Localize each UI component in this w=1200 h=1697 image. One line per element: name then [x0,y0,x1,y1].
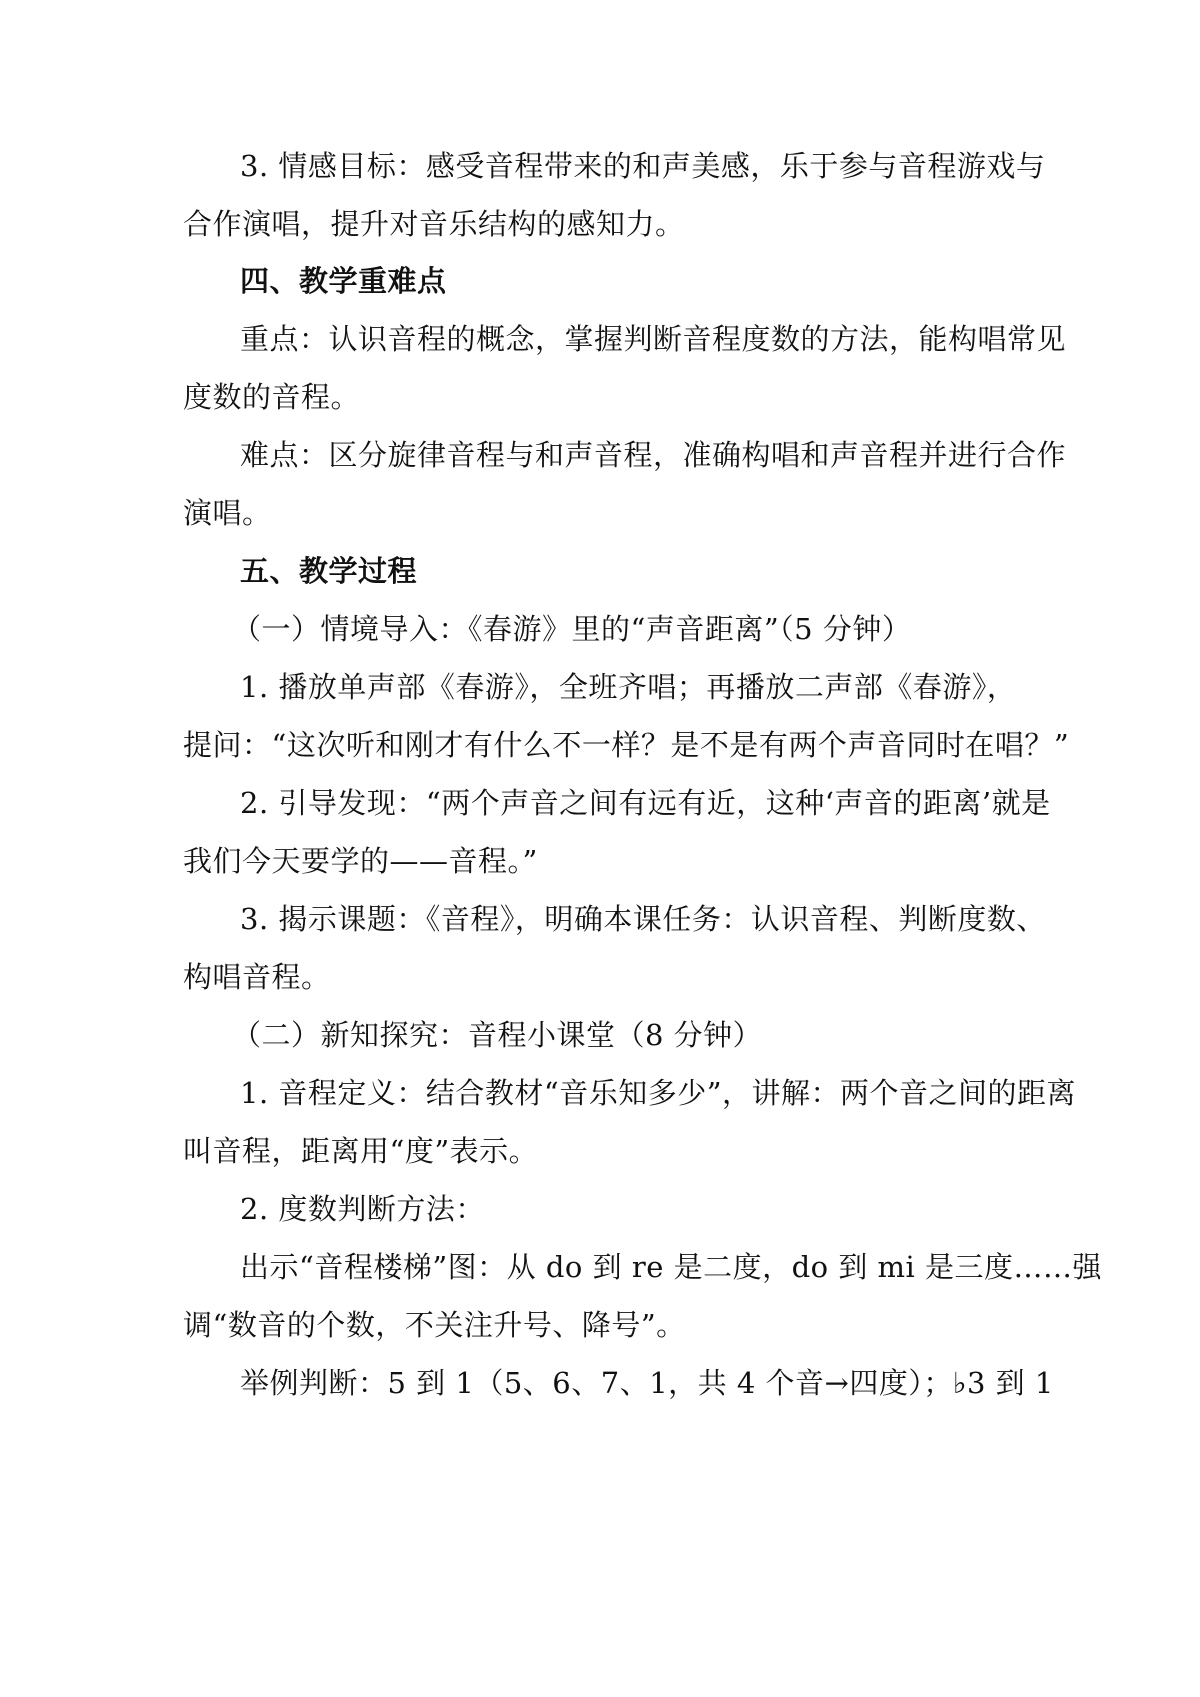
text-line: 我们今天要学的——音程。” [183,844,538,878]
text-line: 提问：“这次听和刚才有什么不一样？是不是有两个声音同时在唱？” [183,728,1070,762]
text-line: 3. 揭示课题：《音程》，明确本课任务：认识音程、判断度数、 [240,902,1046,936]
text-line: 1. 播放单声部《春游》，全班齐唱；再播放二声部《春游》， [240,670,1017,704]
text-line: 3. 情感目标：感受音程带来的和声美感，乐于参与音程游戏与 [240,149,1046,183]
text-line: 构唱音程。 [183,960,331,994]
subsection-heading: （一）情境导入：《春游》里的“声音距离”（5 分钟） [232,612,912,646]
section-heading: 五、教学过程 [240,554,418,588]
text-line: 叫音程，距离用“度”表示。 [183,1134,539,1168]
text-line: 演唱。 [183,496,272,530]
subsection-heading: （二）新知探究：音程小课堂（8 分钟） [232,1018,763,1052]
text-line: 出示“音程楼梯”图：从 do 到 re 是二度，do 到 mi 是三度……强 [240,1250,1103,1284]
text-line: 举例判断：5 到 1（5、6、7、1，共 4 个音→四度）；♭3 到 1 [240,1366,1054,1400]
text-line: 1. 音程定义：结合教材“音乐知多少”，讲解：两个音之间的距离 [240,1076,1077,1110]
text-line: 2. 度数判断方法： [240,1192,485,1226]
text-line: 重点：认识音程的概念，掌握判断音程度数的方法，能构唱常见 [240,322,1067,356]
text-line: 2. 引导发现：“两个声音之间有远有近，这种‘声音的距离’就是 [240,786,1051,820]
text-line: 合作演唱，提升对音乐结构的感知力。 [183,207,685,241]
text-line: 难点：区分旋律音程与和声音程，准确构唱和声音程并进行合作 [240,438,1067,472]
section-heading: 四、教学重难点 [240,264,447,298]
text-line: 度数的音程。 [183,380,361,414]
text-line: 调“数音的个数，不关注升号、降号”。 [183,1308,686,1342]
